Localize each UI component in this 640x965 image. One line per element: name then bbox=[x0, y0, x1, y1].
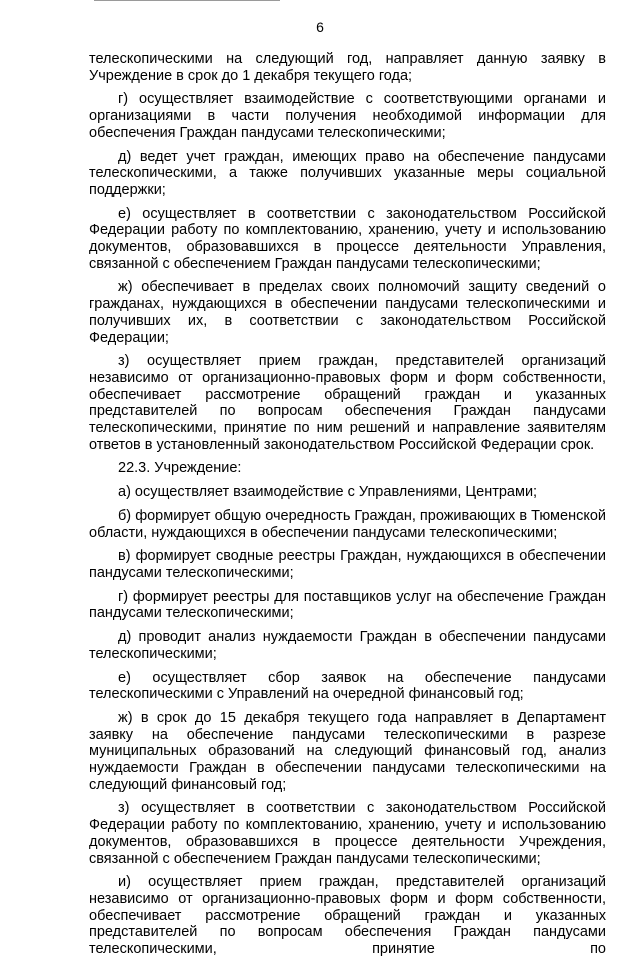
paragraph-item-zh: ж) обеспечивает в пределах своих полномочий защиту сведений о гражданах, нуждающихся в обеспечении пандусами телескопическими и получивших их, в соответствии с законодательством Российской Федерации; bbox=[89, 279, 606, 346]
top-edge-rule bbox=[94, 0, 280, 3]
paragraph-item-v: в) формирует сводные реестры Граждан, нуждающихся в обеспечении пандусами телескопическими; bbox=[89, 548, 606, 581]
paragraph-item-a: а) осуществляет взаимодействие с Управлениями, Центрами; bbox=[118, 484, 538, 501]
document-body bbox=[89, 51, 606, 965]
paragraph-continuation: телескопическими на следующий год, направляет данную заявку в Учреждение в срок до 1 декабря текущего года; bbox=[89, 51, 606, 84]
section-heading-22-3: 22.3. Учреждение: bbox=[118, 460, 242, 477]
paragraph-item-g2: г) формирует реестры для поставщиков услуг на обеспечение Граждан пандусами телескопическими; bbox=[89, 588, 606, 622]
paragraph-item-d2: д) проводит анализ нуждаемости Граждан в обеспечении пандусами телескопическими; bbox=[89, 629, 606, 662]
paragraph-item-d: д) ведет учет граждан, имеющих право на обеспечение пандусами телескопическими, а также получивших указанные меры социальной поддержки; bbox=[89, 148, 606, 198]
page-number: 6 bbox=[316, 19, 324, 35]
paragraph-item-e2: е) осуществляет сбор заявок на обеспечение пандусами телескопическими с Управлений на очередной финансовый год; bbox=[89, 669, 606, 703]
paragraph-item-e: е) осуществляет в соответствии с законодательством Российской Федерации работу по комплектованию, хранению, учету и использованию документов, образовавшихся в процессе деятельности Управления, связанной с обеспечением Граждан пандусами телескопическими; bbox=[89, 205, 606, 272]
paragraph-item-z2: з) осуществляет в соответствии с законодательством Российской Федерации работу по комплектованию, хранению, учету и использованию документов, образовавшихся в процессе деятельности Учреждения, связанной с обеспечением Граждан пандусами телескопическими; bbox=[89, 800, 606, 867]
paragraph-item-b: б) формирует общую очередность Граждан, проживающих в Тюменской области, нуждающихся в обеспечении пандусами телескопическими; bbox=[89, 507, 606, 541]
paragraph-item-zh2: ж) в срок до 15 декабря текущего года направляет в Департамент заявку на обеспечение пандусами телескопическими в разрезе муниципальных образований на следующий финансовый год, анализ нуждаемости Граждан в обеспечении пандусами телескопическими на следующий финансовый год; bbox=[89, 709, 606, 793]
paragraph-item-g: г) осуществляет взаимодействие с соответствующими органами и организациями в части получения необходимой информации для обеспечения Граждан пандусами телескопическими; bbox=[89, 91, 606, 141]
paragraph-item-i: и) осуществляет прием граждан, представителей организаций независимо от организационно-правовых форм и форм собственности, обеспечивает рассмотрение обращений граждан и указанных представителей по вопросам обеспечения Граждан пандусами телескопическими, принятие по bbox=[89, 874, 606, 958]
paragraph-item-z: з) осуществляет прием граждан, представителей организаций независимо от организационно-правовых форм и форм собственности, обеспечивает рассмотрение обращений граждан и указанных представителей по вопросам обеспечения Граждан пандусами телескопическими, принятие по ним решений и направление заявителям ответов в установленный законодательством Российской Федерации срок. bbox=[89, 353, 606, 453]
